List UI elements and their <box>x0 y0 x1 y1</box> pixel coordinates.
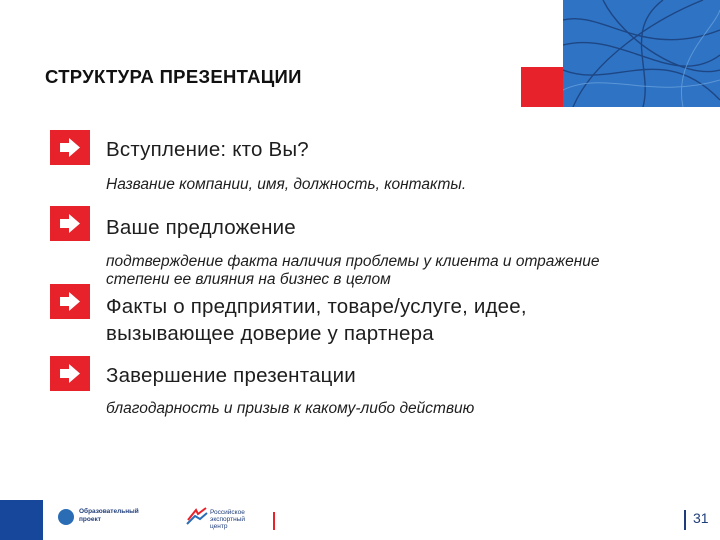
item-subtitle-closing: благодарность и призыв к какому-либо действию <box>106 400 475 417</box>
globe-icon <box>58 509 74 525</box>
item-title-introduction: Вступление: кто Вы? <box>106 138 309 161</box>
logo2-text: Российское экспортный центр <box>210 509 245 530</box>
item-title-closing: Завершение презентации <box>106 364 356 387</box>
arrow-right-icon <box>50 356 90 391</box>
export-center-logo <box>186 504 266 530</box>
export-center-emblem-icon <box>186 506 208 526</box>
footer-divider <box>273 512 275 530</box>
page-number-bar <box>684 510 686 530</box>
page-number: 31 <box>693 510 709 526</box>
corner-decorative-image <box>563 0 720 107</box>
arrow-right-icon <box>50 206 90 241</box>
education-project-logo <box>58 506 168 530</box>
arrow-right-icon <box>50 284 90 319</box>
item-subtitle-offer: подтверждение факта наличия проблемы у клиента и отражение степени ее влияния на бизнес в целом <box>106 253 600 288</box>
red-accent-square <box>521 67 563 107</box>
page-title: СТРУКТУРА ПРЕЗЕНТАЦИИ <box>45 66 302 87</box>
arrow-right-icon <box>50 130 90 165</box>
item-subtitle-introduction: Название компании, имя, должность, контакты. <box>106 176 467 193</box>
logo1-text: Образовательный проект <box>79 508 139 523</box>
item-title-offer: Ваше предложение <box>106 216 296 239</box>
item-title-facts: Факты о предприятии, товаре/услуге, идее, вызывающее доверие у партнера <box>106 295 527 345</box>
footer-blue-block <box>0 500 43 540</box>
